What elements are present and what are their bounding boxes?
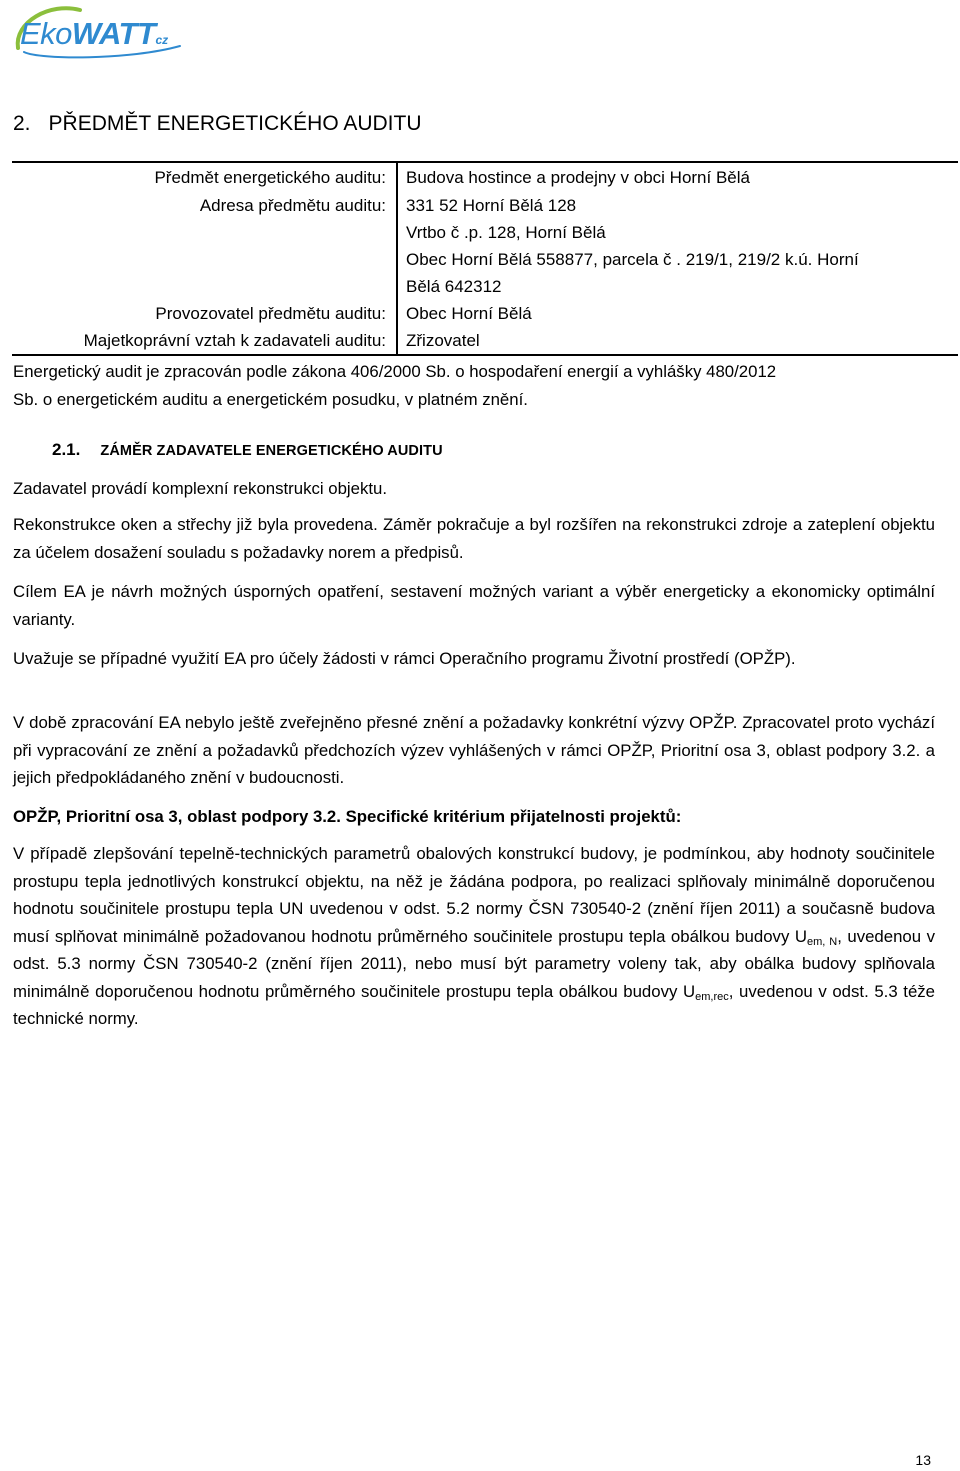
- paragraph: [13, 840, 935, 1033]
- ekowatt-logo: [10, 2, 188, 64]
- table-value: Zřizovatel: [406, 331, 480, 350]
- paragraph-text: , uvedenou v odst. 5.3 normy ČSN 730540-2 (znění říjen 2011), nebo musí být parametry voleny tak, aby obálka budovy splňovala minimálně doporučenou hodnotu průměrného součinitele prostupu tepla obálkou budovy U: [13, 926, 935, 1001]
- table-value: Obec Horní Bělá: [406, 304, 532, 323]
- table-label: Majetkoprávní vztah k zadavateli auditu:: [83, 331, 386, 350]
- table-top-rule: [12, 161, 958, 163]
- legal-line-2: Sb. o energetickém auditu a energetickém posudku, v platném znění.: [13, 390, 528, 409]
- section-heading: [13, 112, 422, 136]
- table-label: Předmět energetického auditu:: [154, 168, 386, 187]
- paragraph: V době zpracování EA nebylo ještě zveřejněno přesné znění a požadavky konkrétní výzvy OPŽP. Zpracovatel proto vychází při vypracování ze znění a požadavků předchozích výzev vyhlášených v rámci OPŽP, Prioritní osa 3, oblast podpory 3.2. a jejich předpokládaného znění v budoucnosti.: [13, 713, 935, 787]
- subsection-heading: [52, 440, 443, 460]
- criterion-heading: OPŽP, Prioritní osa 3, oblast podpory 3.2. Specifické kritérium přijatelnosti projektů:: [13, 807, 682, 826]
- table-value: Bělá 642312: [406, 277, 502, 296]
- subsection-number: 2.1.: [52, 440, 81, 459]
- table-label: Adresa předmětu auditu:: [199, 196, 386, 215]
- table-value: Obec Horní Bělá 558877, parcela č . 219/1, 219/2 k.ú. Horní: [406, 250, 859, 269]
- table-column-rule: [396, 163, 398, 354]
- logo-watt: WATT: [71, 16, 156, 51]
- paragraph: Uvažuje se případné využití EA pro účely žádosti v rámci Operačního programu Životní prostředí (OPŽP).: [13, 649, 796, 668]
- table-bottom-rule: [12, 354, 958, 356]
- page-number: 13: [915, 1452, 931, 1468]
- legal-line-1: Energetický audit je zpracován podle zákona 406/2000 Sb. o hospodaření energií a vyhlášky 480/2012: [13, 362, 777, 381]
- logo-cz: cz: [155, 33, 169, 47]
- paragraph: Rekonstrukce oken a střechy již byla provedena. Záměr pokračuje a byl rozšířen na rekonstrukci zdroje a zateplení objektu za účelem dosažení souladu s požadavky norem a předpisů.: [13, 515, 935, 562]
- logo-eko: Eko: [20, 16, 72, 51]
- section-number: 2.: [13, 112, 31, 135]
- table-label: Provozovatel předmětu auditu:: [155, 304, 386, 323]
- subscript: em,rec: [695, 990, 729, 1003]
- logo-text: [20, 16, 168, 52]
- paragraph-text: V případě zlepšování tepelně-technických parametrů obalových konstrukcí budovy, je podmínkou, aby hodnoty součinitele prostupu tepla jednotlivých konstrukcí objektu, na něž je žádána podpora, po realizaci splňovaly minimálně doporučenou hodnotu součinitele prostupu tepla UN uvedenou v odst. 5.2 normy ČSN 730540-2 (znění říjen 2011) a současně budova musí splňovat minimálně požadovanou hodnotu průměrného součinitele prostupu tepla obálkou budovy U: [13, 844, 935, 946]
- paragraph: Zadavatel provádí komplexní rekonstrukci objektu.: [13, 479, 388, 498]
- table-value: 331 52 Horní Bělá 128: [406, 196, 577, 215]
- table-value: Vrtbo č .p. 128, Horní Bělá: [406, 223, 606, 242]
- paragraph-text: , uvedenou v odst. 5.3 téže technické normy.: [13, 981, 935, 1028]
- section-title: PŘEDMĚT ENERGETICKÉHO AUDITU: [48, 112, 422, 135]
- table-value: Budova hostince a prodejny v obci Horní Bělá: [406, 168, 750, 187]
- subscript: em, N: [806, 935, 838, 948]
- subsection-title: ZÁMĚR ZADAVATELE ENERGETICKÉHO AUDITU: [100, 443, 443, 459]
- paragraph: Cílem EA je návrh možných úsporných opatření, sestavení možných variant a výběr energeticky a ekonomicky optimální varianty.: [13, 582, 935, 629]
